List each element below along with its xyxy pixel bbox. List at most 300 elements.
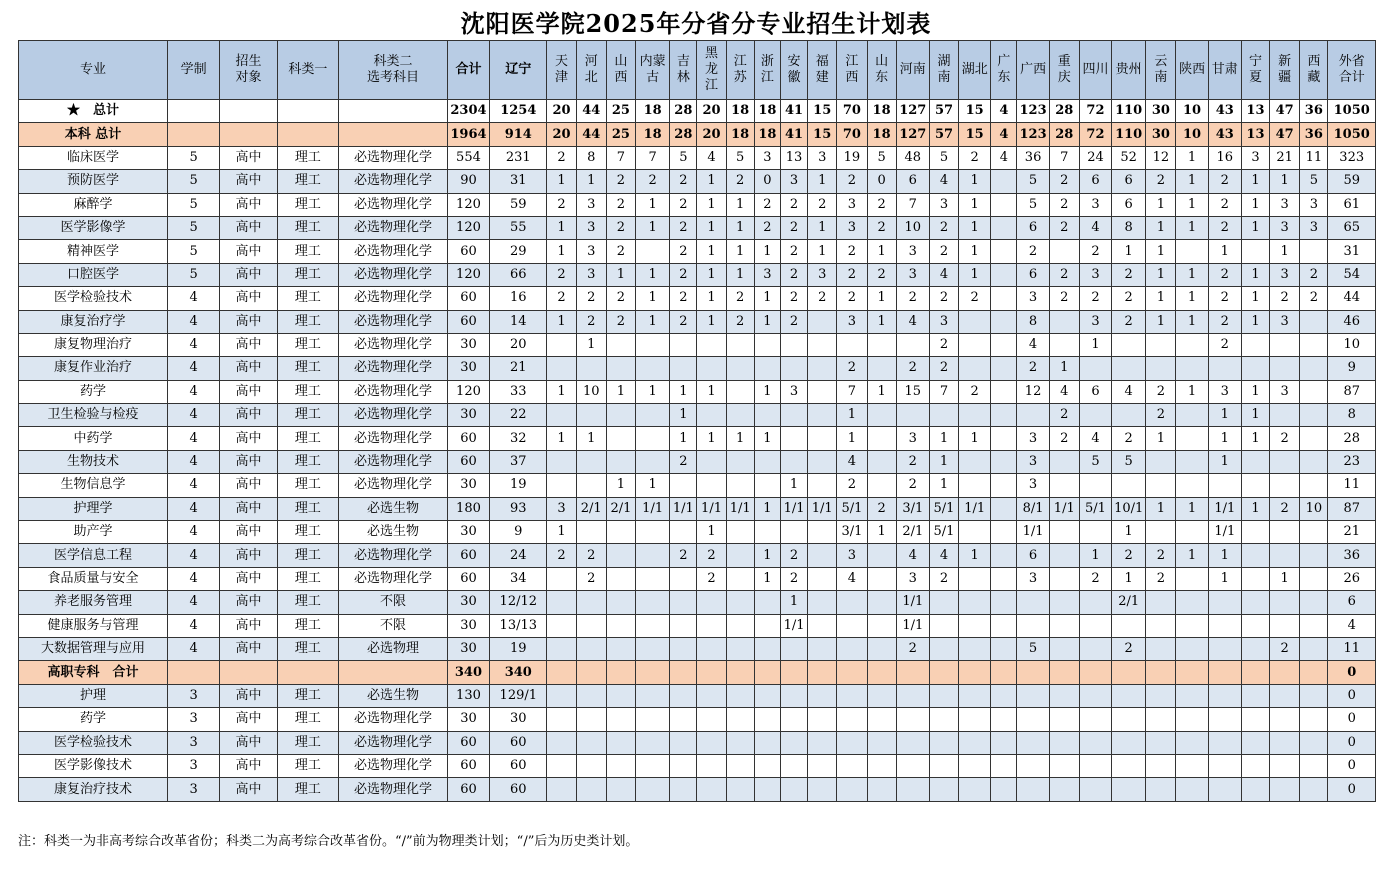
table-cell (1241, 708, 1269, 731)
table-cell: 3 (929, 193, 958, 216)
table-cell: 1 (959, 263, 991, 286)
table-cell: 高中 (220, 637, 277, 660)
table-cell: 2 (1208, 263, 1241, 286)
table-cell: 127 (896, 100, 929, 123)
table-cell (808, 474, 837, 497)
table-cell (929, 731, 958, 754)
table-cell: 1 (867, 310, 896, 333)
table-cell (896, 404, 929, 427)
table-cell (959, 778, 991, 801)
table-cell: 2 (576, 287, 606, 310)
table-cell (726, 450, 754, 473)
table-cell: 2 (1112, 427, 1146, 450)
table-cell (697, 474, 726, 497)
table-row (19, 474, 1376, 497)
major-name-cell: 麻醉学 (19, 193, 168, 216)
table-cell (670, 778, 697, 801)
table-cell: 1 (547, 380, 576, 403)
table-cell: 1 (1241, 287, 1269, 310)
major-name-cell: 养老服务管理 (19, 591, 168, 614)
table-cell (697, 708, 726, 731)
table-cell: 3 (896, 567, 929, 590)
table-row (19, 240, 1376, 263)
table-cell: 15 (808, 123, 837, 146)
table-cell: 3 (754, 146, 780, 169)
table-cell: 高中 (220, 216, 277, 239)
table-row (19, 170, 1376, 193)
table-cell (1176, 357, 1208, 380)
table-cell (896, 661, 929, 684)
table-cell: 1 (808, 240, 837, 263)
table-cell (867, 708, 896, 731)
column-header: 四川 (1079, 41, 1111, 100)
table-cell (991, 614, 1017, 637)
table-cell (726, 544, 754, 567)
table-cell: 28 (1328, 427, 1376, 450)
table-cell (547, 637, 576, 660)
table-row (19, 287, 1376, 310)
table-cell: 4 (167, 591, 219, 614)
column-header: 外省 合计 (1328, 41, 1376, 100)
table-cell (780, 404, 807, 427)
table-row (19, 567, 1376, 590)
table-cell: 理工 (277, 591, 338, 614)
table-cell: 2 (896, 450, 929, 473)
table-cell: 2 (670, 287, 697, 310)
table-cell (867, 754, 896, 777)
table-cell (959, 310, 991, 333)
table-cell: 理工 (277, 357, 338, 380)
table-cell (1208, 754, 1241, 777)
table-cell (959, 637, 991, 660)
table-cell: 5 (1017, 637, 1049, 660)
table-cell (808, 357, 837, 380)
table-cell (1146, 357, 1176, 380)
major-name-cell: 康复物理治疗 (19, 333, 168, 356)
table-cell: 必选生物 (339, 521, 448, 544)
table-cell (1079, 521, 1111, 544)
table-cell: 7 (929, 380, 958, 403)
table-cell: 2 (1208, 287, 1241, 310)
table-cell: 高中 (220, 170, 277, 193)
table-cell: 34 (490, 567, 547, 590)
table-cell: 3 (808, 146, 837, 169)
table-cell (1112, 614, 1146, 637)
table-cell (1208, 708, 1241, 731)
table-cell: 理工 (277, 521, 338, 544)
table-cell (670, 474, 697, 497)
table-cell (808, 521, 837, 544)
table-cell: 高中 (220, 240, 277, 263)
table-cell (991, 380, 1017, 403)
table-cell: 必选物理化学 (339, 310, 448, 333)
table-cell: 3 (576, 216, 606, 239)
column-header: 广东 (991, 41, 1017, 100)
table-cell: 3 (1017, 427, 1049, 450)
table-cell: 理工 (277, 474, 338, 497)
table-cell (167, 100, 219, 123)
table-cell (547, 731, 576, 754)
table-cell: 4 (1112, 380, 1146, 403)
table-cell (867, 544, 896, 567)
table-cell: 72 (1079, 123, 1111, 146)
table-cell: 1 (576, 333, 606, 356)
table-cell (636, 521, 670, 544)
table-cell: 6 (1112, 193, 1146, 216)
table-cell: 1 (959, 170, 991, 193)
table-cell (697, 591, 726, 614)
table-cell (726, 754, 754, 777)
table-cell (867, 591, 896, 614)
major-name-cell: 生物信息学 (19, 474, 168, 497)
table-cell (636, 544, 670, 567)
table-cell: 3 (1017, 567, 1049, 590)
table-cell (1049, 567, 1079, 590)
table-row (19, 684, 1376, 707)
table-cell: 8 (1017, 310, 1049, 333)
table-cell: 2 (837, 240, 867, 263)
table-cell (959, 754, 991, 777)
table-cell (808, 380, 837, 403)
table-cell (959, 450, 991, 473)
table-cell: 1 (1112, 521, 1146, 544)
table-cell (808, 310, 837, 333)
table-cell (959, 357, 991, 380)
table-cell: 2304 (447, 100, 489, 123)
table-cell: 5 (1017, 170, 1049, 193)
table-cell: 2 (929, 240, 958, 263)
table-cell: 10 (1328, 333, 1376, 356)
major-name-cell: 护理学 (19, 497, 168, 520)
table-cell (991, 684, 1017, 707)
table-row (19, 146, 1376, 169)
table-cell: 1 (959, 427, 991, 450)
table-cell: 高中 (220, 357, 277, 380)
table-cell: 554 (447, 146, 489, 169)
table-cell (867, 427, 896, 450)
table-cell (808, 591, 837, 614)
table-cell (636, 591, 670, 614)
table-cell: 2 (547, 287, 576, 310)
table-cell (697, 684, 726, 707)
table-cell: 1/1 (780, 614, 807, 637)
table-cell (991, 474, 1017, 497)
table-row (19, 637, 1376, 660)
table-cell: 1 (959, 544, 991, 567)
table-cell: 1 (1112, 567, 1146, 590)
table-cell: 70 (837, 100, 867, 123)
table-cell (808, 637, 837, 660)
table-cell: 57 (929, 123, 958, 146)
table-cell: 52 (1112, 146, 1146, 169)
table-cell: 2 (929, 287, 958, 310)
table-cell (1017, 731, 1049, 754)
table-cell: 30 (1146, 123, 1176, 146)
table-cell (547, 404, 576, 427)
table-cell (1176, 637, 1208, 660)
table-cell (1176, 474, 1208, 497)
table-cell (1300, 450, 1328, 473)
table-cell (867, 684, 896, 707)
table-cell: 24 (1079, 146, 1111, 169)
table-row (19, 216, 1376, 239)
table-cell: 10 (1176, 100, 1208, 123)
table-cell: 28 (670, 123, 697, 146)
table-cell: 21 (1270, 146, 1300, 169)
table-cell: 3 (1270, 263, 1300, 286)
table-cell (754, 754, 780, 777)
table-cell: 理工 (277, 684, 338, 707)
table-cell (1208, 731, 1241, 754)
table-cell (1146, 614, 1176, 637)
major-name-cell: 卫生检验与检疫 (19, 404, 168, 427)
table-cell (1049, 614, 1079, 637)
table-cell: 1/1 (1049, 497, 1079, 520)
table-cell: 60 (447, 778, 489, 801)
table-row (19, 357, 1376, 380)
table-cell (726, 380, 754, 403)
table-cell (1300, 591, 1328, 614)
table-cell: 4 (1049, 380, 1079, 403)
table-cell: 必选物理化学 (339, 146, 448, 169)
table-cell: 1 (1208, 567, 1241, 590)
table-cell (896, 778, 929, 801)
table-cell: 2 (576, 544, 606, 567)
table-cell: 理工 (277, 567, 338, 590)
table-cell: 3 (1300, 216, 1328, 239)
table-cell: 2 (1270, 497, 1300, 520)
table-cell (754, 778, 780, 801)
table-cell (1176, 333, 1208, 356)
table-cell (991, 450, 1017, 473)
table-cell: 1 (670, 380, 697, 403)
table-cell (837, 614, 867, 637)
table-cell (1017, 404, 1049, 427)
table-cell: 7 (896, 193, 929, 216)
table-cell: 理工 (277, 310, 338, 333)
table-cell: 25 (606, 100, 635, 123)
major-name-cell: 康复治疗学 (19, 310, 168, 333)
table-cell: 72 (1079, 100, 1111, 123)
table-cell (867, 450, 896, 473)
table-cell (1176, 708, 1208, 731)
table-cell: 323 (1328, 146, 1376, 169)
table-cell: 理工 (277, 754, 338, 777)
table-cell (576, 450, 606, 473)
table-cell: 2 (547, 193, 576, 216)
table-cell (1079, 661, 1111, 684)
table-cell (697, 754, 726, 777)
table-cell: 1 (867, 287, 896, 310)
table-cell: 理工 (277, 497, 338, 520)
table-cell (636, 567, 670, 590)
table-cell: 3 (896, 263, 929, 286)
table-cell: 1 (754, 287, 780, 310)
table-cell: 5 (1112, 450, 1146, 473)
table-cell: 93 (490, 497, 547, 520)
table-cell: 2 (606, 216, 635, 239)
table-cell: 2 (670, 193, 697, 216)
table-cell (780, 357, 807, 380)
table-cell (339, 123, 448, 146)
table-cell (726, 614, 754, 637)
table-cell: 59 (490, 193, 547, 216)
table-cell: 1 (1146, 263, 1176, 286)
table-cell (1049, 778, 1079, 801)
table-cell: 0 (1328, 778, 1376, 801)
table-cell: 2 (547, 263, 576, 286)
table-cell: 70 (837, 123, 867, 146)
table-cell: 5 (167, 263, 219, 286)
table-cell: 5 (867, 146, 896, 169)
table-cell: 高中 (220, 778, 277, 801)
table-cell (1241, 521, 1269, 544)
table-cell (1270, 731, 1300, 754)
table-cell (780, 731, 807, 754)
table-cell: 2 (1049, 287, 1079, 310)
table-cell: 5 (167, 240, 219, 263)
table-cell (1300, 567, 1328, 590)
table-cell: 2 (670, 544, 697, 567)
table-cell: 36 (1328, 544, 1376, 567)
table-cell (1241, 333, 1269, 356)
table-cell: 3 (576, 263, 606, 286)
table-cell: 2/1 (896, 521, 929, 544)
table-cell: 必选物理 (339, 637, 448, 660)
table-cell: 18 (867, 100, 896, 123)
table-cell: 2 (1079, 240, 1111, 263)
table-cell: 37 (490, 450, 547, 473)
table-cell: 理工 (277, 427, 338, 450)
table-cell (726, 637, 754, 660)
table-cell (837, 754, 867, 777)
table-cell: 4 (167, 380, 219, 403)
table-cell: 55 (490, 216, 547, 239)
footnote: 注：科类一为非高考综合改革省份；科类二为高考综合改革省份。“/”前为物理类计划；“/”后为历史类计划。 (18, 834, 639, 849)
major-name-cell: 临床医学 (19, 146, 168, 169)
table-cell (277, 123, 338, 146)
table-cell: 1 (754, 310, 780, 333)
table-cell (1176, 684, 1208, 707)
major-name-cell: 生物技术 (19, 450, 168, 473)
table-cell (991, 778, 1017, 801)
table-cell: 1 (1112, 240, 1146, 263)
table-cell (547, 614, 576, 637)
table-cell: 1/1 (636, 497, 670, 520)
table-cell: 3 (808, 263, 837, 286)
table-cell (576, 661, 606, 684)
table-cell: 44 (1328, 287, 1376, 310)
table-cell (780, 637, 807, 660)
table-cell: 5 (670, 146, 697, 169)
table-cell (1049, 684, 1079, 707)
table-cell: 5 (167, 193, 219, 216)
table-cell (1112, 778, 1146, 801)
table-cell: 1 (754, 567, 780, 590)
table-cell (991, 287, 1017, 310)
table-cell (808, 614, 837, 637)
table-cell (1300, 521, 1328, 544)
table-cell (576, 731, 606, 754)
table-row (19, 450, 1376, 473)
table-cell (547, 684, 576, 707)
table-cell (1176, 450, 1208, 473)
major-name-cell: 医学检验技术 (19, 287, 168, 310)
table-cell: 1 (697, 310, 726, 333)
table-cell: 1 (1146, 497, 1176, 520)
table-cell (1208, 614, 1241, 637)
table-cell (959, 474, 991, 497)
table-cell: 0 (754, 170, 780, 193)
table-cell: 2 (959, 146, 991, 169)
table-cell (929, 637, 958, 660)
table-cell (1049, 521, 1079, 544)
table-cell (670, 333, 697, 356)
table-cell (167, 123, 219, 146)
table-cell (1300, 637, 1328, 660)
table-cell: 2 (896, 357, 929, 380)
table-cell: 5 (929, 146, 958, 169)
table-cell (1241, 661, 1269, 684)
table-cell (1241, 754, 1269, 777)
header-row (19, 41, 1376, 100)
table-cell: 2 (929, 333, 958, 356)
table-cell (1270, 544, 1300, 567)
table-cell: 1 (697, 193, 726, 216)
table-row (19, 591, 1376, 614)
table-cell (636, 357, 670, 380)
table-cell (670, 614, 697, 637)
table-cell (636, 614, 670, 637)
table-cell: 2 (1270, 637, 1300, 660)
table-cell: 2 (1208, 310, 1241, 333)
table-cell (1079, 637, 1111, 660)
table-cell: 33 (490, 380, 547, 403)
table-cell (1270, 708, 1300, 731)
table-cell (606, 754, 635, 777)
table-cell: 3 (1270, 310, 1300, 333)
table-cell: 30 (1146, 100, 1176, 123)
table-cell (576, 684, 606, 707)
table-cell (1112, 708, 1146, 731)
table-cell: 必选物理化学 (339, 544, 448, 567)
table-cell (1049, 731, 1079, 754)
table-cell (1112, 661, 1146, 684)
table-cell (1049, 637, 1079, 660)
table-cell: 必选物理化学 (339, 193, 448, 216)
major-name-cell: 药学 (19, 708, 168, 731)
table-cell: 1 (1270, 240, 1300, 263)
table-cell (1049, 240, 1079, 263)
table-cell: 2 (1146, 544, 1176, 567)
table-cell: 0 (1328, 708, 1376, 731)
table-cell: 24 (490, 544, 547, 567)
table-cell: 4 (837, 450, 867, 473)
table-cell: 2 (670, 263, 697, 286)
table-cell (1146, 637, 1176, 660)
table-cell: 1 (636, 310, 670, 333)
table-cell: 5/1 (929, 497, 958, 520)
table-cell (636, 404, 670, 427)
table-cell (1241, 614, 1269, 637)
column-header: 陕西 (1176, 41, 1208, 100)
table-cell (576, 521, 606, 544)
table-cell: 2 (606, 240, 635, 263)
table-cell (959, 661, 991, 684)
table-cell (754, 637, 780, 660)
table-cell: 127 (896, 123, 929, 146)
table-cell: 理工 (277, 263, 338, 286)
